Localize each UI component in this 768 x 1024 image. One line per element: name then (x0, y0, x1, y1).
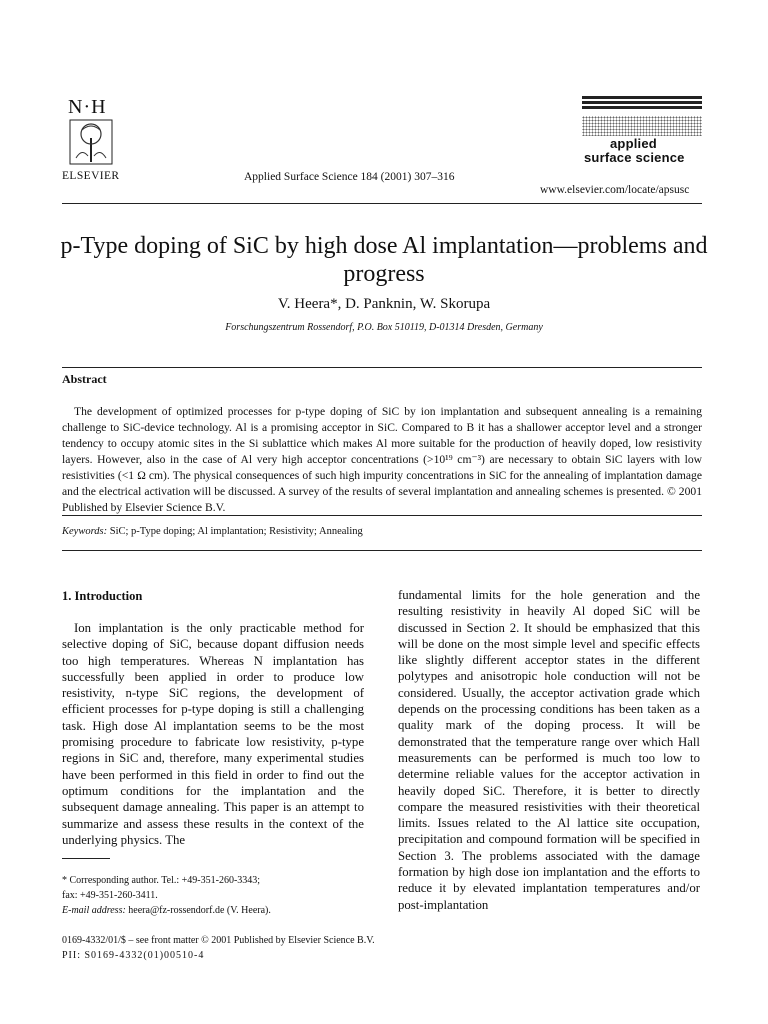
abstract-text: The development of optimized processes for p-type doping of SiC by ion implantation and subsequent annealing is a remaining challenge to SiC-device technology. Al is a promising acceptor in SiC. Compared to B it has a shallower acceptor level and a stronger tendency to occupy atomic sites in the Si sublattice which makes Al more suitable for the production of heavily doped, low resistivity layers. However, also in the case of Al very high acceptor concentrations (>10¹⁹ cm⁻³) are necessary to obtain SiC layers with low resistivities (<1 Ω cm). The physical consequences of such high impurity concentrations in SiC for the annealing of implantation damage and the electrical activation will be discussed. A survey of the results of several implantation and annealing schemes is presented. © 2001 Published by Elsevier Science B.V. (62, 405, 702, 514)
footnote-corresponding: * Corresponding author. Tel.: +49-351-260-3343; (62, 875, 261, 886)
elsevier-tree-logo (68, 118, 114, 166)
article-title: p-Type doping of SiC by high dose Al implantation—problems and progress (60, 233, 708, 287)
journal-logo-applied: applied (610, 136, 657, 151)
publisher-mark: N·H (68, 96, 107, 118)
article-affiliation: Forschungszentrum Rossendorf, P.O. Box 510119, D-01314 Dresden, Germany (225, 322, 543, 333)
pii-line: PII: S0169-4332(01)00510-4 (62, 950, 205, 961)
journal-url[interactable]: www.elsevier.com/locate/apsusc (540, 184, 690, 196)
article-authors: V. Heera*, D. Panknin, W. Skorupa (277, 296, 491, 312)
keywords-label: Keywords: (62, 526, 108, 537)
keywords-text: SiC; p-Type doping; Al implantation; Resistivity; Annealing (109, 526, 363, 537)
section-heading: 1. Introduction (62, 589, 143, 603)
journal-logo-dots (582, 116, 702, 136)
journal-logo-lines (582, 96, 702, 111)
abstract-bottom-rule (62, 515, 702, 516)
abstract-heading: Abstract (62, 372, 107, 386)
email-address[interactable]: heera@fz-rossendorf.de (V. Heera). (128, 905, 271, 916)
abstract-top-rule (62, 367, 702, 368)
keywords-line (62, 526, 363, 537)
email-label: E-mail address: (62, 905, 126, 916)
footnote-fax: fax: +49-351-260-3411. (62, 890, 158, 901)
footnote-rule (62, 858, 110, 859)
keywords-rule (62, 550, 702, 551)
front-matter-line: 0169-4332/01/$ – see front matter © 2001 Published by Elsevier Science B.V. (62, 935, 375, 946)
body-right-column: fundamental limits for the hole generation and the resulting resistivity in heavily Al doped SiC will be discussed in Section 2. It should be emphasized that this will be done on the most simple level and specific effects like slightly different acceptor states in the different polytypes and anisotropic hole conduction will not be considered. Usually, the acceptor activation grade which depends on the processing conditions has been taken as a quality mark of the doping process. It will be demonstrated that the temperature range over which Hall measurements can be performed is much too low to determine reliable values for the acceptor activation in heavily doped SiC. Therefore, it is better to directly compare the measured resistivities with their theoretical limits. Issues related to the Al lattice site occupation, precipitation and compound formation will be specified in Section 3. The problems associated with the damage formation by high dose ion implantation and the efforts to reduce it by elevated implantation temperatures and/or post-implantation (398, 588, 700, 912)
body-left-column: Ion implantation is the only practicable method for selective doping of SiC, because dopant diffusion needs too high temperatures. Whereas N implantation has successfully been applied in order to produce low resistivity, n-type SiC regions, the development of efficient processes for p-type doping is still a challenging task. High dose Al implantation seems to be the most promising procedure to fabricate low resistivity, p-type regions in SiC and, therefore, many experimental studies have been performed in this field in order to find out the optimum conditions for the implantation and the subsequent damage annealing. This paper is an attempt to summarize and assess these results in the context of the underlying physics. The (62, 621, 364, 847)
publisher-name: ELSEVIER (62, 170, 120, 182)
journal-reference: Applied Surface Science 184 (2001) 307–316 (244, 171, 455, 183)
journal-logo-surface-science: surface science (584, 150, 685, 165)
footnote-email (62, 903, 271, 918)
header-rule (62, 203, 702, 204)
